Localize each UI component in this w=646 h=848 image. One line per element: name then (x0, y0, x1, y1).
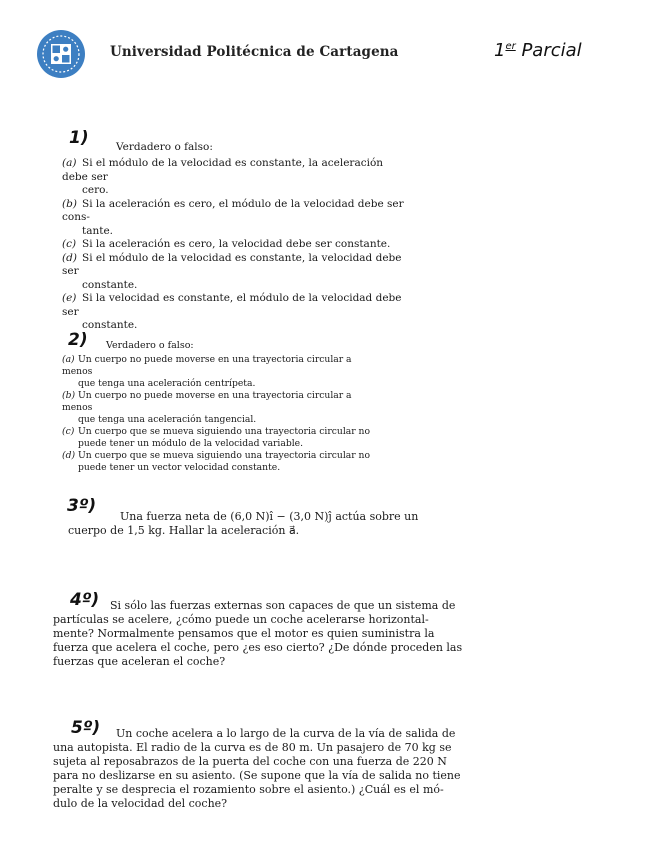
item-label: (b) (62, 390, 76, 401)
question-5-line: sujeta al reposabrazos de la puerta del coche con una fuerza de 220 N (53, 755, 447, 768)
item-label: (c) (62, 426, 75, 437)
exam-title-word: Parcial (521, 40, 582, 61)
list-item (62, 157, 412, 198)
university-logo (36, 29, 86, 79)
item-label: (d) (62, 450, 76, 461)
question-3-line2: cuerpo de 1,5 kg. Hallar la aceleración a⃗. (68, 524, 300, 537)
question-4-line: fuerza que acelera el coche, pero ¿es eso cierto? ¿De dónde proceden las (53, 641, 463, 654)
question-5-number: 5º) (71, 718, 101, 738)
item-text: Un cuerpo no puede moverse en una trayectoria circular a menos (62, 390, 352, 413)
list-item (62, 390, 372, 426)
item-label: (b) (62, 197, 77, 210)
item-text-cont: constante. (82, 319, 138, 331)
question-5-line: peralte y se desprecia el rozamiento sobre el asiento.) ¿Cuál es el mó- (53, 783, 444, 796)
item-text: Si la aceleración es cero, la velocidad debe ser constante. (82, 238, 391, 250)
question-5-line: para no deslizarse en su asiento. (Se supone que la vía de salida no tiene (53, 769, 461, 782)
question-2-heading: Verdadero o falso: (106, 340, 194, 351)
item-label: (e) (62, 292, 77, 304)
question-5-line: una autopista. El radio de la curva es de 80 m. Un pasajero de 70 kg se (53, 741, 452, 754)
item-text: Un cuerpo que se mueva siguiendo una trayectoria circular no (78, 426, 370, 437)
item-text: Un cuerpo que se mueva siguiendo una trayectoria circular no (78, 450, 370, 461)
question-2-number: 2) (68, 330, 88, 350)
question-1-heading: Verdadero o falso: (116, 141, 213, 153)
item-label: (d) (62, 251, 77, 264)
question-4-number: 4º) (70, 590, 100, 610)
item-text-cont: tante. (82, 224, 114, 237)
question-1-list (62, 157, 412, 333)
item-label: (c) (62, 238, 77, 250)
item-text: Si la velocidad es constante, el módulo de la velocidad debe ser (62, 292, 402, 318)
list-item (62, 198, 412, 239)
question-2-list (62, 354, 372, 474)
item-text-cont: que tenga una aceleración centrípeta. (78, 378, 256, 389)
question-1-number: 1) (69, 128, 89, 148)
item-label: (a) (62, 354, 75, 365)
university-name: Universidad Politécnica de Cartagena (110, 44, 399, 60)
item-label: (a) (62, 157, 77, 169)
item-text-cont: cero. (82, 184, 109, 196)
item-text-cont: puede tener un vector velocidad constante. (78, 462, 281, 473)
question-5-line: Un coche acelera a lo largo de la curva de la vía de salida de (116, 727, 456, 740)
question-4-line: Si sólo las fuerzas externas son capaces de que un sistema de (110, 599, 456, 612)
list-item (62, 292, 412, 333)
question-5-line: dulo de la velocidad del coche? (53, 797, 228, 810)
list-item (62, 426, 372, 450)
item-text: Si la aceleración es cero, el módulo de la velocidad debe ser cons- (62, 197, 404, 223)
item-text-cont: puede tener un módulo de la velocidad variable. (78, 438, 304, 449)
item-text: Si el módulo de la velocidad es constante, la velocidad debe ser (62, 251, 402, 277)
list-item (62, 252, 412, 293)
list-item (62, 354, 372, 390)
item-text-cont: constante. (82, 278, 138, 291)
question-4-line: fuerzas que aceleran el coche? (53, 655, 226, 668)
exam-title-number: 1 (494, 40, 506, 61)
exam-title (494, 40, 582, 61)
question-4-line: partículas se acelere, ¿cómo puede un coche acelerarse horizontal- (53, 613, 429, 626)
question-3-number: 3º) (67, 496, 97, 516)
item-text-cont: que tenga una aceleración tangencial. (78, 414, 257, 425)
exam-title-ordinal: er (505, 41, 516, 52)
question-4-line: mente? Normalmente pensamos que el motor es quien suministra la (53, 627, 435, 640)
question-3-line1: Una fuerza neta de (6,0 N)î − (3,0 N)ĵ actúa sobre un (120, 510, 419, 523)
item-text: Si el módulo de la velocidad es constante, la aceleración debe ser (62, 157, 384, 183)
list-item (62, 450, 372, 474)
list-item (62, 238, 412, 252)
item-text: Un cuerpo no puede moverse en una trayectoria circular a menos (62, 354, 352, 377)
